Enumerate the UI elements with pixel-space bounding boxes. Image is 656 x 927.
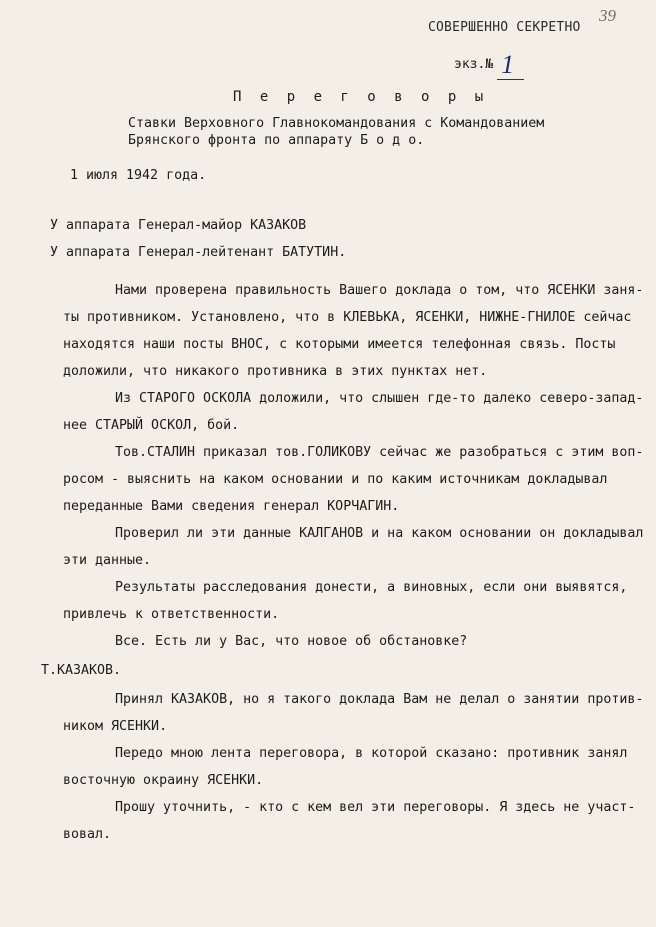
speaker-label: Т.КАЗАКОВ.: [41, 663, 122, 678]
apparatus-line-1: У аппарата Генерал-майор КАЗАКОВ: [50, 218, 307, 233]
classification-stamp: СОВЕРШЕННО СЕКРЕТНО: [428, 20, 581, 35]
body-line: нее СТАРЫЙ ОСКОЛ, бой.: [63, 418, 240, 433]
reply-line: восточную окраину ЯСЕНКИ.: [63, 773, 264, 788]
body-line: Тов.СТАЛИН приказал тов.ГОЛИКОВУ сейчас же разобраться с этим воп-: [115, 445, 644, 460]
reply-line: Принял КАЗАКОВ, но я такого доклада Вам не делал о занятии против-: [115, 692, 644, 707]
copy-number-line: [454, 45, 524, 79]
reply-line: вовал.: [63, 827, 112, 842]
reply-line: ником ЯСЕНКИ.: [63, 719, 168, 734]
apparatus-line-2: У аппарата Генерал-лейтенант БАТУТИН.: [50, 245, 347, 260]
body-line: Из СТАРОГО ОСКОЛА доложили, что слышен где-то далеко северо-запад-: [115, 391, 644, 406]
body-line: Проверил ли эти данные КАЛГАНОВ и на каком основании он докладывал: [115, 526, 644, 541]
body-line: эти данные.: [63, 553, 152, 568]
subtitle-line-1: Ставки Верховного Главнокомандования с Командованием: [128, 116, 545, 131]
body-line: ты противником. Установлено, что в КЛЕВЬКА, ЯСЕНКИ, НИЖНЕ-ГНИЛОЕ сейчас: [63, 310, 632, 325]
document-title: П е р е г о в о р ы: [233, 89, 489, 105]
page-number: 39: [599, 6, 616, 25]
body-line: доложили, что никакого противника в этих пунктах нет.: [63, 364, 488, 379]
body-line: переданные Вами сведения генерал КОРЧАГИН.: [63, 499, 400, 514]
body-line: привлечь к ответственности.: [63, 607, 280, 622]
body-line: Результаты расследования донести, а виновных, если они выявятся,: [115, 580, 628, 595]
reply-line: Передо мною лента переговора, в которой сказано: противник занял: [115, 746, 628, 761]
document-date: 1 июля 1942 года.: [70, 168, 207, 183]
copy-label: экз.№: [454, 57, 494, 72]
body-line: росом - выяснить на каком основании и по каким источникам докладывал: [63, 472, 608, 487]
subtitle-line-2: Брянского фронта по аппарату Б о д о.: [128, 133, 425, 148]
body-line: Нами проверена правильность Вашего доклада о том, что ЯСЕНКИ заня-: [115, 283, 644, 298]
copy-number: 1: [497, 50, 524, 80]
body-line: находятся наши посты ВНОС, с которыми имеется телефонная связь. Посты: [63, 337, 616, 352]
reply-line: Прошу уточнить, - кто с кем вел эти переговоры. Я здесь не участ-: [115, 800, 636, 815]
body-line: Все. Есть ли у Вас, что новое об обстановке?: [115, 634, 468, 649]
